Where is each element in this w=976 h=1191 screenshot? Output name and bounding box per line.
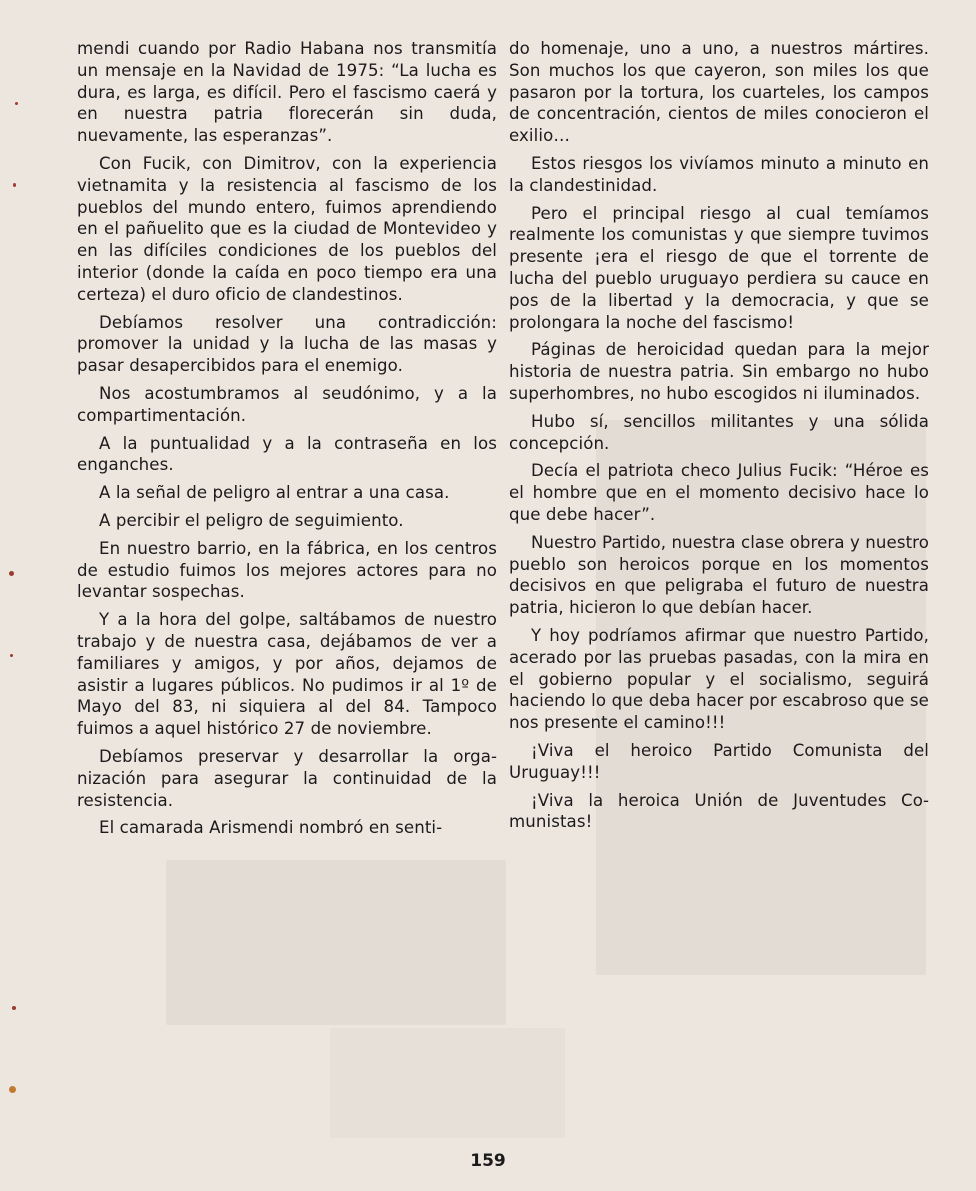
paragraph: Debíamos preservar y desarrollar la organización para asegurar la continuidad de la resistencia. (77, 746, 497, 810)
paragraph: A la señal de peligro al entrar a una casa. (99, 483, 450, 503)
paragraph: ¡Viva el heroico Partido Comunista del Uruguay!!! (509, 740, 929, 782)
paragraph: Nuestro Partido, nuestra clase obrera y nuestro pueblo son heroicos porque en los momentos decisivos en que peligraba el futuro de nuestra patria, hicieron lo que debían hacer. (509, 532, 929, 618)
page-number: 159 (470, 1151, 506, 1171)
paragraph: Nos acostumbramos al seudónimo, y a la compartimentación. (77, 383, 497, 425)
right-text-column (509, 38, 929, 839)
paragraph: Pero el principal riesgo al cual temíamos realmente los comunistas y que siempre tuvimos presente ¡era el riesgo de que el torrente de lucha del pueblo uruguayo perdiera su cauce en pos de la libertad y la democracia, y que se prolongara la noche del fascismo! (509, 203, 929, 332)
paragraph: Y hoy podríamos afirmar que nuestro Partido, acerado por las pruebas pasadas, con la mira en el gobierno popular y el socialismo, seguirá haciendo lo que deba hacer por escabroso que se nos presente el camino!!! (509, 625, 929, 733)
paragraph: Estos riesgos los vivíamos minuto a minuto en la clandestinidad. (509, 153, 929, 195)
paragraph: En nuestro barrio, en la fábrica, en los centros de estudio fuimos los mejores actores para no levantar sospechas. (77, 538, 497, 602)
paragraph: A percibir el peligro de seguimiento. (99, 510, 404, 530)
paragraph: El camarada Arismendi nombró en senti- (99, 818, 443, 838)
paragraph: Decía el patriota checo Julius Fucik: “Héroe es el hombre que en el momento decisivo hace lo que debe hacer”. (509, 461, 929, 524)
paragraph: ¡Viva la heroica Unión de Juventudes Comunistas! (509, 790, 929, 832)
paragraph: do homenaje, uno a uno, a nuestros mártires. Son muchos los que cayeron, son miles los que pasaron por la tortura, los cuarteles, los campos de concentración, cientos de miles conocieron el exilio… (509, 39, 929, 146)
paragraph: Y a la hora del golpe, saltábamos de nuestro trabajo y de nuestra casa, dejábamos de ver a familiares y amigos, y por años, dejamos de asistir a lugares públicos. No pudimos ir al 1º de Mayo del 83, ni siquiera al del 84. Tampoco fuimos a aquel histórico 27 de noviembre. (77, 610, 497, 739)
show-through-block-bottom (330, 1028, 565, 1138)
binding-mark (10, 654, 13, 657)
paragraph: Con Fucik, con Dimitrov, con la experiencia vietnamita y la resistencia al fascismo de los pueblos del mundo entero, fuimos aprendiendo en el pañuelito que es la ciudad de Montevideo y en las difíciles condiciones de los pueblos del interior (donde la caída en poco tiempo era una certeza) el duro oficio de clandestinos. (77, 153, 497, 304)
paragraph: Hubo sí, sencillos militantes y una sólida concepción. (509, 411, 929, 453)
binding-mark (9, 1086, 16, 1093)
left-text-column (77, 38, 497, 845)
paragraph: Páginas de heroicidad quedan para la mejor historia de nuestra patria. Sin embargo no hubo superhombres, no hubo escogidos ni iluminados. (509, 340, 929, 403)
binding-mark (9, 571, 14, 576)
paragraph: mendi cuando por Radio Habana nos transmitía un mensaje en la Navidad de 1975: “La lucha es dura, es larga, es difícil. Pero el fascismo caerá y en nuestra patria florecerán sin duda, nuevamente, las esperanzas”. (77, 39, 497, 146)
binding-mark (15, 102, 18, 105)
paragraph: A la puntualidad y a la contraseña en los enganches. (77, 433, 497, 475)
show-through-block-left (166, 860, 506, 1025)
paragraph: Debíamos resolver una contradicción: promover la unidad y la lucha de las masas y pasar desapercibidos para el enemigo. (77, 312, 497, 376)
binding-mark (13, 183, 16, 187)
binding-mark (12, 1006, 16, 1010)
